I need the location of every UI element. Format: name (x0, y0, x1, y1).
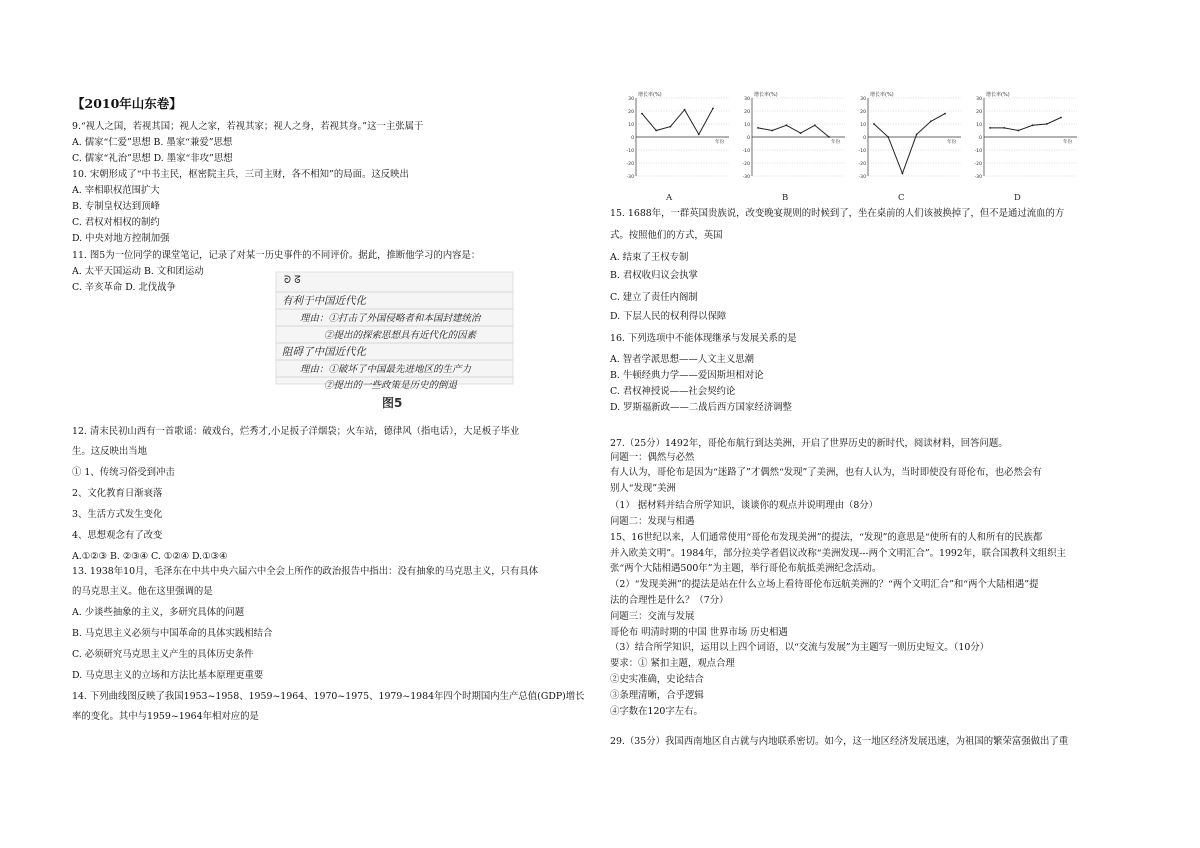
q15-stem-1: 15. 1688年，一群英国贵族说，改变晚宴规则的时候到了，坐在桌前的人们该被换掉了，但不是通过流血的方 (610, 208, 1065, 219)
q27-material-1b: 别人“发现”美洲 (610, 483, 676, 494)
data-point (930, 121, 932, 123)
q12-stem-2: 生。这反映出当地 (72, 446, 148, 457)
y-tick-label: -10 (974, 148, 982, 154)
data-point (873, 123, 875, 125)
q15-option-d: D. 下层人民的权利得以保障 (610, 311, 727, 322)
series-line (758, 125, 829, 137)
q15-option-a: A. 结束了王权专制 (610, 252, 689, 263)
q12-options: A.①②③ B. ②③④ C. ①②④ D.①③④ (72, 551, 228, 562)
q12-item-4: 4、思想观念有了改变 (72, 530, 163, 541)
q27-req-4: ④字数在120字左右。 (610, 706, 703, 717)
data-point (771, 130, 773, 132)
q16-stem: 16. 下列选项中不能体现继承与发展关系的是 (610, 333, 797, 344)
y-axis-label: 增长率(%) (638, 92, 662, 98)
y-tick-label: -30 (626, 174, 634, 180)
y-tick-label: -20 (626, 161, 634, 167)
note-line-6: ②提出的一些政策是历史的倒退 (324, 380, 458, 391)
q13-stem-1: 13. 1938年10月，毛泽东在中共中央六届六中全会上所作的政治报告中指出：没有抽象的马克思主义，只有具体 (72, 566, 539, 577)
q27-material-2b: 并入欧美文明”。1984年，部分拉美学者倡议改称“美洲发现---两个文明汇合”。1992年，联合国教科文组织主 (610, 548, 1066, 559)
y-tick-label: 0 (979, 135, 982, 141)
q27-req-1: 要求：① 紧扣主题，观点合理 (610, 658, 735, 669)
y-axis-label: 增长率(%) (754, 92, 778, 98)
q16-option-c: C. 君权神授说——社会契约论 (610, 386, 736, 397)
y-tick-label: -20 (974, 161, 982, 167)
q27-problem-1: 问题一：偶然与必然 (610, 452, 695, 463)
note-line-1: 有利于中国近代化 (282, 295, 366, 307)
data-point (916, 134, 918, 136)
y-tick-label: 30 (860, 96, 866, 102)
y-axis-label: 增长率(%) (986, 92, 1010, 98)
chart-panel-B (742, 91, 845, 203)
data-point (887, 136, 889, 138)
data-point (989, 127, 991, 129)
q10-stem: 10. 宋朝形成了“中书主民，枢密院主兵，三司主财，各不相知”的局面。这反映出 (72, 169, 409, 180)
chart-label-D: D (1014, 193, 1021, 203)
chart-label-C: C (898, 193, 905, 203)
gdp-growth-line-charts (610, 88, 1150, 206)
q27-req-2: ②史实准确，史论结合 (610, 674, 704, 685)
q10-option-b: B. 专制皇权达到顶峰 (72, 201, 160, 212)
q27-question-3: （3）结合所学知识，运用以上四个词语，以“交流与发展”为主题写一则历史短文。（10分） (610, 642, 990, 653)
data-point (670, 126, 672, 128)
q9-options-cd: C. 儒家“礼治”思想 D. 墨家“非攻”思想 (72, 153, 233, 164)
q27-keywords: 哥伦布 明清时期的中国 世界市场 历史相遇 (610, 627, 788, 638)
q10-option-c: C. 君权对相权的制约 (72, 217, 160, 228)
y-tick-label: -20 (742, 161, 750, 167)
y-tick-label: 0 (747, 135, 750, 141)
figure-5-caption: 图5 (382, 396, 403, 410)
y-tick-label: -10 (858, 148, 866, 154)
series-line (874, 114, 945, 174)
data-point (655, 130, 657, 132)
y-tick-label: 0 (863, 135, 866, 141)
q27-material-1a: 有人认为，哥伦布是因为“迷路了”才偶然“发现”了美洲，也有人认为，当时即使没有哥伦布，也必然会有 (610, 467, 1042, 478)
y-axis-label: 增长率(%) (870, 92, 894, 98)
data-point (814, 124, 816, 126)
y-tick-label: 20 (860, 109, 866, 115)
y-tick-label: 10 (976, 122, 982, 128)
q27-question-2a: （2）“发现美洲”的提法是站在什么立场上看待哥伦布远航美洲的？“两个文明汇合”和“两个大陆相遇”提 (610, 579, 1039, 590)
note-line-3: ②提出的探索思想具有近代化的因素 (324, 330, 477, 341)
q29-stem: 29.（35分）我国西南地区自古就与内地联系密切。如今，这一地区经济发展迅速，为祖国的繁荣富强做出了重 (610, 736, 1069, 747)
q13-option-b: B. 马克思主义必须与中国革命的具体实践相结合 (72, 628, 273, 639)
note-line-2: 理由：①打击了外国侵略者和本国封建统治 (300, 313, 481, 324)
chart-label-B: B (782, 193, 789, 203)
q27-material-2a: 15、16世纪以来，人们通常使用“哥伦布发现美洲”的提法，“发现”的意思是“使所有的人和所有的民族都 (610, 532, 1043, 543)
q11-options-ab: A. 太平天国运动 B. 文和团运动 (72, 266, 204, 277)
q13-option-c: C. 必须研究马克思主义产生的具体历史条件 (72, 649, 254, 660)
q15-option-c: C. 建立了责任内阁制 (610, 292, 698, 303)
y-tick-label: -30 (742, 174, 750, 180)
q16-option-b: B. 牛顿经典力学——爱因斯坦相对论 (610, 370, 764, 381)
q12-item-3: 3、生活方式发生变化 (72, 509, 163, 520)
q12-item-1: ① 1、传统习俗受到冲击 (72, 467, 175, 478)
q11-options-cd: C. 辛亥革命 D. 北伐战争 (72, 282, 176, 293)
data-point (1003, 127, 1005, 129)
x-axis-label: 年份 (1063, 140, 1073, 145)
data-point (902, 173, 904, 175)
figure-5-handwritten-notes (272, 268, 517, 410)
q27-stem: 27.（25分）1492年，哥伦布航行到达美洲，开启了世界历史的新时代，阅读材料，回答问题。 (610, 438, 1008, 449)
series-line (642, 108, 713, 134)
data-point (684, 109, 686, 111)
chart-panel-A (626, 91, 729, 203)
q27-problem-2: 问题二：发现与相遇 (610, 516, 695, 527)
y-tick-label: -10 (742, 148, 750, 154)
data-point (712, 108, 714, 110)
q13-stem-2: 的马克思主义。他在这里强调的是 (72, 586, 213, 597)
q13-option-d: D. 马克思主义的立场和方法比基本原理更重要 (72, 670, 264, 681)
q9-stem: 9.“视人之国，若视其国；视人之家，若视其家；视人之身，若视其身。”这一主张属于 (72, 121, 424, 132)
note-line-4: 阻碍了中国近代化 (282, 346, 366, 358)
chart-label-A: A (666, 193, 673, 203)
q9-options-ab: A. 儒家“仁爱”思想 B. 墨家“兼爱”思想 (72, 137, 233, 148)
y-tick-label: 10 (628, 122, 634, 128)
series-line (990, 118, 1061, 131)
q10-option-a: A. 宰相职权范围扩大 (72, 185, 160, 196)
y-tick-label: -20 (858, 161, 866, 167)
data-point (1060, 117, 1062, 119)
q27-question-1: （1） 据材料并结合所学知识，谈谈你的观点并说明理由（8分） (610, 500, 879, 511)
data-point (944, 113, 946, 115)
data-point (698, 134, 700, 136)
data-point (757, 127, 759, 129)
data-point (1032, 124, 1034, 126)
y-tick-label: 10 (860, 122, 866, 128)
y-tick-label: -10 (626, 148, 634, 154)
q16-option-a: A. 智者学派思想——人文主义思潮 (610, 354, 754, 365)
q27-material-2c: 张“两个大陆相遇500年”为主题，举行哥伦布航抵美洲纪念活动。 (610, 563, 882, 574)
y-tick-label: 20 (744, 109, 750, 115)
chart-panel-D (974, 91, 1077, 203)
chart-panel-C (858, 91, 961, 203)
y-tick-label: 30 (628, 96, 634, 102)
y-tick-label: 30 (744, 96, 750, 102)
q15-stem-2: 式。按照他们的方式，英国 (610, 230, 723, 241)
y-tick-label: 20 (628, 109, 634, 115)
y-tick-label: -30 (974, 174, 982, 180)
data-point (786, 124, 788, 126)
y-tick-label: 20 (976, 109, 982, 115)
q13-option-a: A. 少谈些抽象的主义，多研究具体的问题 (72, 607, 245, 618)
data-point (800, 132, 802, 134)
svg-text:ᘐ ᘔ: ᘐ ᘔ (284, 275, 301, 286)
q16-option-d: D. 罗斯福新政——二战后西方国家经济调整 (610, 402, 792, 413)
data-point (1046, 123, 1048, 125)
q12-item-2: 2、文化教育日渐衰落 (72, 488, 163, 499)
y-tick-label: 10 (744, 122, 750, 128)
note-line-5: 理由：①破坏了中国最先进地区的生产力 (300, 364, 472, 375)
section-title: 【2010年山东卷】 (72, 96, 182, 111)
q11-stem: 11. 图5为一位同学的课堂笔记，记录了对某一历史事件的不同评价。据此，推断他学习的内容是： (72, 250, 481, 261)
y-tick-label: 0 (631, 135, 634, 141)
x-axis-label: 年份 (715, 140, 725, 145)
q14-stem-2: 率的变化。其中与1959~1964年相对应的是 (72, 711, 259, 722)
q15-option-b: B. 君权收归议会执掌 (610, 270, 698, 281)
q14-stem-1: 14. 下列曲线图反映了我国1953~1958、1959~1964、1970~1975、1979~1984年四个时期国内生产总值(GDP)增长 (72, 691, 585, 702)
x-axis-label: 年份 (831, 140, 841, 145)
x-axis-label: 年份 (947, 140, 957, 145)
data-point (828, 136, 830, 138)
y-tick-label: 30 (976, 96, 982, 102)
q12-stem-1: 12. 清末民初山西有一首歌谣：破戏台，烂秀才,小足扳子洋烟袋；火车站，德律风（指电话），大足板子毕业 (72, 426, 520, 437)
data-point (1018, 130, 1020, 132)
data-point (641, 113, 643, 115)
q27-question-2b: 法的合理性是什么？（7分） (610, 595, 729, 606)
q27-problem-3: 问题三：交流与发展 (610, 611, 695, 622)
q10-option-d: D. 中央对地方控制加强 (72, 233, 170, 244)
q27-req-3: ③条理清晰，合乎逻辑 (610, 690, 704, 701)
y-tick-label: -30 (858, 174, 866, 180)
